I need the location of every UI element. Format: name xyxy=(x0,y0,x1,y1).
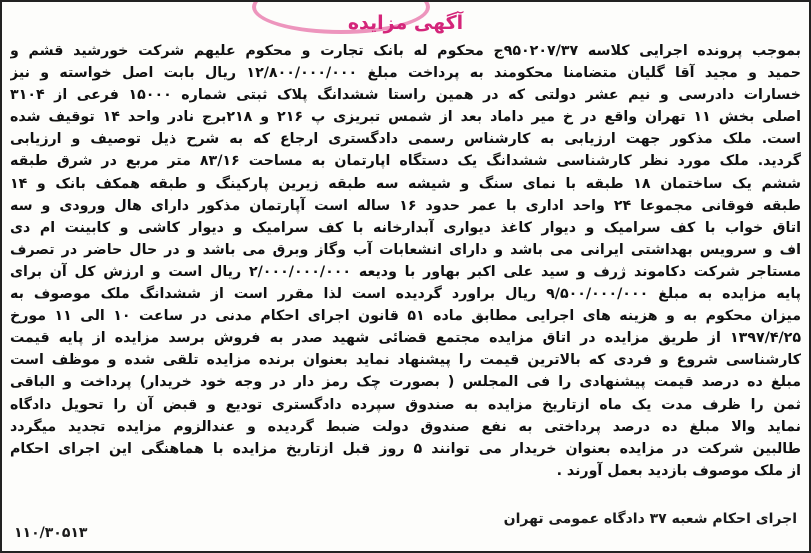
notice-line: میزان محکوم به و هزینه های اجرایی مطابق ماده ۵۱ قانون اجرای احکام مدنی در ساعت ۱۰ الی ۱۱ مورخ xyxy=(10,308,801,325)
notice-code: ۱۱۰/۳۰۵۱۳ xyxy=(14,525,88,541)
notice-line: اف و سرویس بهداشتی ایرانی می باشد و دارای انشعابات آب وگاز وبرق می باشد و در حال حاضر در تصرف xyxy=(10,241,801,258)
notice-line: پایه مزایده به مبلغ ۹/۵۰۰/۰۰۰/۰۰۰ ریال براورد گردیده است لذا مقرر است از ششدانگ ملک موصوف به xyxy=(10,286,801,303)
notice-line: طبقه فوقانی مجموعا ۲۴ واحد اداری با عمر حدود ۱۶ ساله است آپارتمان مذکور دارای هال ورودی و سه xyxy=(10,197,801,214)
notice-line: ثمن را ظرف مدت یک ماه ازتاریخ مزایده به صندوق سپرده دادگستری تودیع و قبض آن را تحویل دادگاه xyxy=(10,396,801,413)
notice-line: اتاق خواب با کف سرامیک و دیوار کاغذ دیواری آبدارخانه با کف سرامیک و دیوار کاشی و کابینت ام دی xyxy=(10,219,801,236)
notice-line: از ملک موصوف بازدید بعمل آورند . xyxy=(556,462,801,479)
notice-line: مستاجر شرکت دکاموند ژرف و سید علی اکبر بهاور با ودیعه ۲/۰۰۰/۰۰۰/۰۰۰ ریال است و ارزش کل آن برای xyxy=(10,263,801,280)
notice-line: مبلغ ده درصد قیمت پیشنهادی را فی المجلس ( بصورت چک رمز دار در وجه خود خریدار) پرداخت و الباقی xyxy=(10,374,801,391)
notice-line: گردید. ملک مورد نظر کارشناسی ششدانگ یک دستگاه اپارتمان به مساحت ۸۳/۱۶ متر مربع در شرق طبقه xyxy=(10,153,801,170)
notice-line: ۱۳۹۷/۴/۲۵ از طریق مزایده در اتاق مزایده مجتمع قضائی شهید صدر به فروش برسد مزایده از پایه قیمت xyxy=(10,330,801,347)
notice-line: اصلی بخش ۱۱ تهران واقع در خ میر داماد بعد از شمس تبریزی پ ۲۱۶ و ۲۱۸برج نادر واحد ۱۴ توقیف شده xyxy=(10,109,801,126)
notice-title: آگهی مزایده xyxy=(347,12,464,34)
notice-line: کارشناسی شروع و فردی که بالاترین قیمت را پیشنهاد نماید بعنوان برنده مزایده تلقی شده و موظف است xyxy=(10,352,801,369)
notice-line: است. ملک مذکور جهت ارزیابی به کارشناس رسمی دادگستری ارجاع که به شرح ذیل توصیف و ارزیابی xyxy=(10,131,801,148)
notice-line: طالبین شرکت در مزایده بعنوان خریدار می توانند ۵ روز قبل ازتاریخ مزایده با هماهنگی این اجرای احکام xyxy=(10,440,801,457)
issuer-signature: اجرای احکام شعبه ۳۷ دادگاه عمومی تهران xyxy=(503,511,797,527)
notice-line: حمید و مجید آقا گلیان متضامنا محکومند به پرداخت مبلغ ۱۲/۸۰۰/۰۰۰/۰۰۰ ریال بابت اصل خواسته و نیز xyxy=(10,65,801,82)
notice-body xyxy=(10,40,801,482)
notice-line: ششم یک ساختمان ۱۸ طبقه با نمای سنگ و شیشه سه طبقه زیرین پارکینگ و طبقه همکف بانک و ۱۴ xyxy=(10,175,801,192)
notice-line: خسارات دادرسی و نیم عشر دولتی که در همین راستا ششدانگ پلاک ثبتی شماره ۱۵۰۰۰ فرعی از ۳۱۰۴ xyxy=(10,87,801,104)
notice-line: نماید والا مبلغ ده درصد پرداختی به نفع صندوق دولت ضبط گردیده و عندالزوم مزایده تجدید میگردد xyxy=(10,418,801,435)
notice-line: بموجب پرونده اجرایی کلاسه ۹۵۰۲۰۷/۳۷ج محکوم له بانک تجارت و محکوم علیهم شرکت خورشید قشم و xyxy=(10,43,801,59)
notice-footer xyxy=(14,511,797,545)
